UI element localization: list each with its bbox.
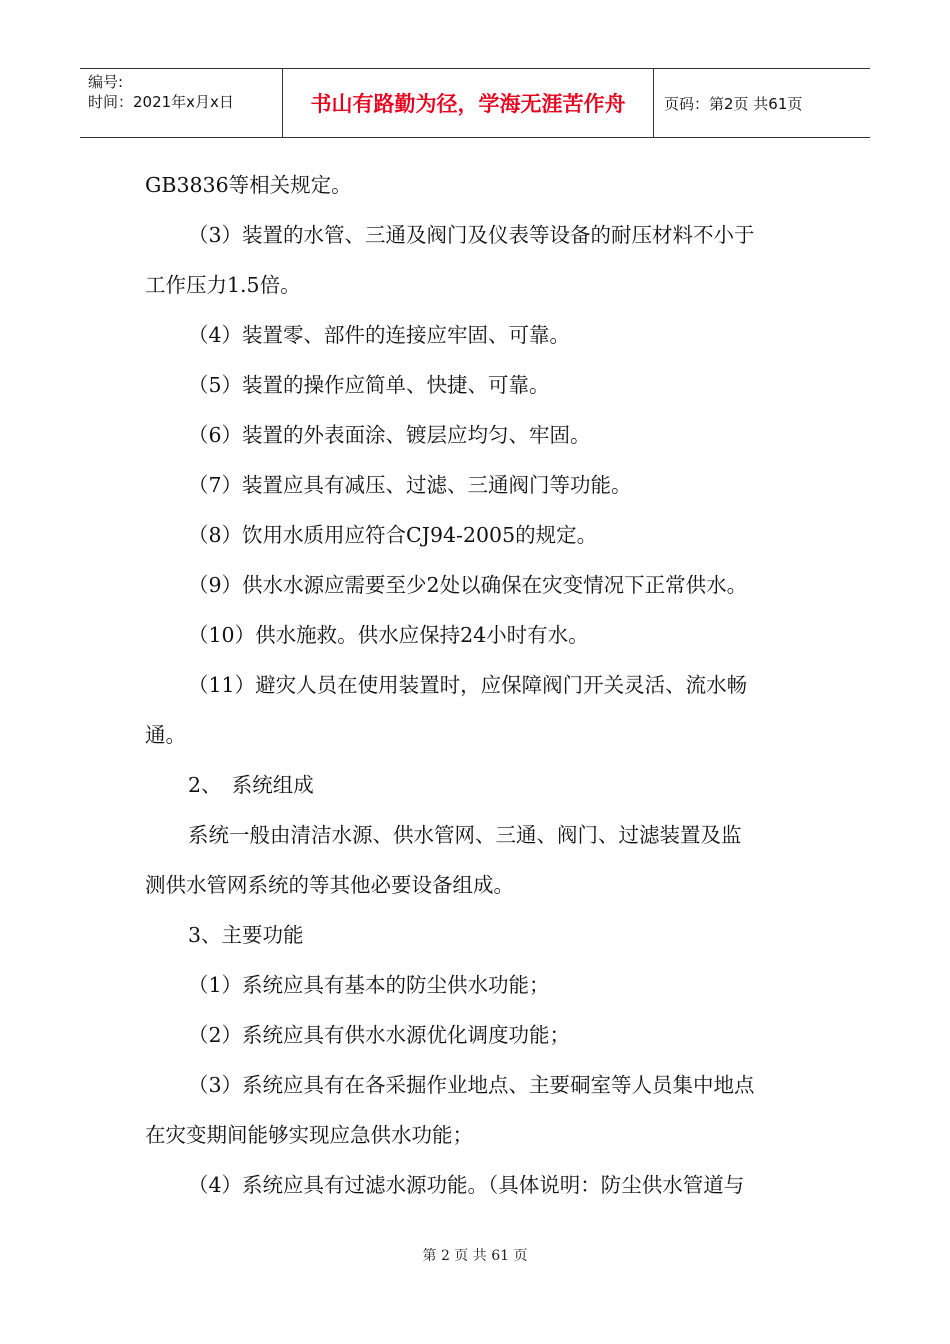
body-line: （5）装置的操作应简单、快捷、可靠。 [188, 373, 550, 397]
header-motto-cell [283, 69, 654, 137]
body-line: （9）供水水源应需要至少2处以确保在灾变情况下正常供水。 [188, 573, 748, 597]
body-line: 工作压力1.5倍。 [145, 273, 301, 297]
header-meta [80, 69, 283, 137]
body-line: 通。 [145, 723, 186, 747]
body-line: 系统一般由清洁水源、供水管网、三通、阀门、过滤装置及监 [188, 823, 742, 847]
body-line: （11）避灾人员在使用装置时，应保障阀门开关灵活、流水畅 [188, 673, 748, 697]
document-time-label: 时间：2021年x月x日 [88, 93, 234, 111]
page-footer: 第 2 页 共 61 页 [422, 1248, 528, 1264]
body-line: （3）装置的水管、三通及阀门及仪表等设备的耐压材料不小于 [188, 223, 755, 247]
body-line: GB3836等相关规定。 [145, 173, 352, 197]
body-line: （3）系统应具有在各采掘作业地点、主要硐室等人员集中地点 [188, 1073, 755, 1097]
body-line: 在灾变期间能够实现应急供水功能； [145, 1123, 473, 1147]
body-line: （7）装置应具有减压、过滤、三通阀门等功能。 [188, 473, 632, 497]
body-line: 3、主要功能 [188, 923, 304, 947]
page-header [80, 68, 870, 138]
document-body [145, 160, 825, 1210]
header-motto: 书山有路勤为径，学海无涯苦作舟 [310, 92, 626, 116]
body-line: （4）系统应具有过滤水源功能。（具体说明：防尘供水管道与 [188, 1173, 745, 1197]
body-line: 测供水管网系统的等其他必要设备组成。 [145, 873, 514, 897]
body-line: （4）装置零、部件的连接应牢固、可靠。 [188, 323, 571, 347]
body-line: （2）系统应具有供水水源优化调度功能； [188, 1023, 571, 1047]
body-line: （1）系统应具有基本的防尘供水功能； [188, 973, 550, 997]
body-line: （10）供水施救。供水应保持24小时有水。 [188, 623, 589, 647]
body-line: （8）饮用水质用应符合CJ94-2005的规定。 [188, 523, 598, 547]
header-page-info: 页码：第2页 共61页 [664, 94, 803, 113]
body-line: （6）装置的外表面涂、镀层应均匀、牢固。 [188, 423, 591, 447]
body-line: 2、 系统组成 [188, 773, 314, 797]
document-number-label: 编号: [88, 73, 124, 91]
